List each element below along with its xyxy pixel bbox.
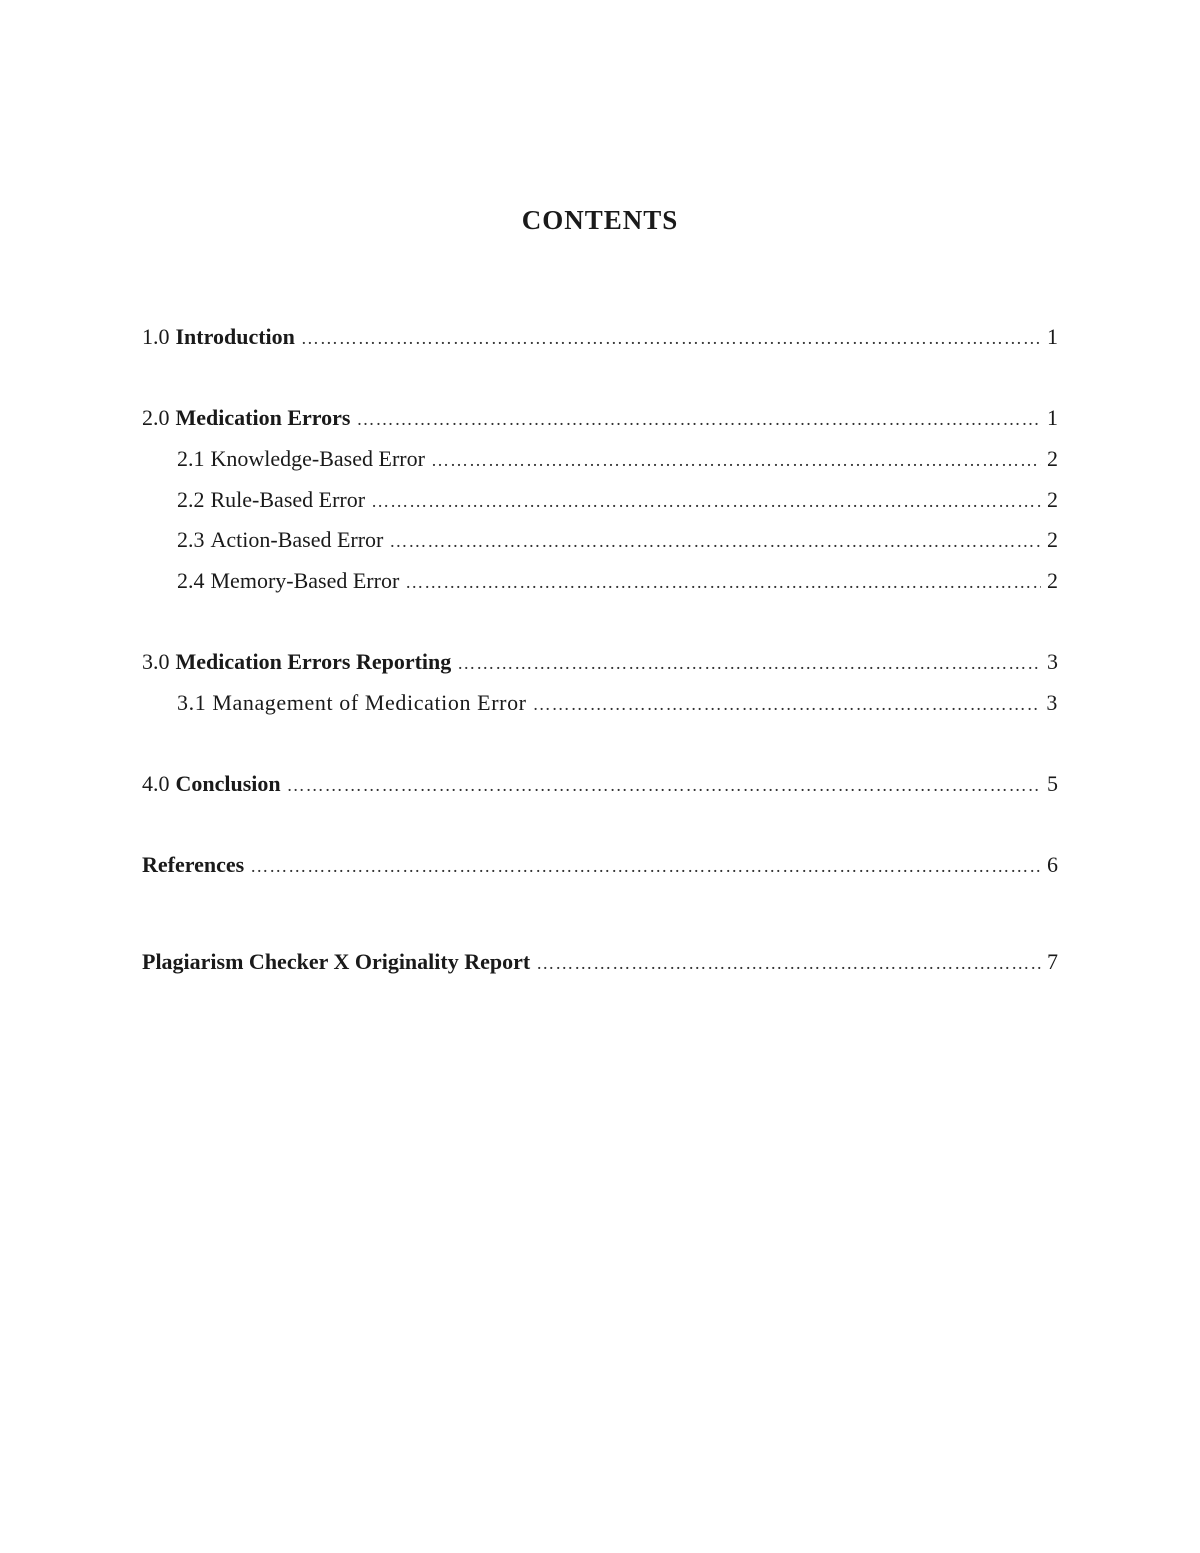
toc-entry-label: Memory-Based Error	[210, 568, 400, 593]
toc-entry-conclusion[interactable]	[142, 768, 1058, 800]
dot-leader	[371, 485, 1041, 516]
toc-entry-number: 2.2	[177, 487, 205, 512]
toc-entry-number: 3.1	[177, 690, 207, 715]
dot-leader	[287, 769, 1041, 800]
toc-entry-label: Action-Based Error	[210, 527, 384, 552]
dot-leader	[536, 947, 1041, 978]
toc-entry-label: Rule-Based Error	[210, 487, 366, 512]
dot-leader	[389, 525, 1041, 556]
toc-entry-page: 7	[1047, 949, 1058, 974]
toc-entry-page: 2	[1047, 568, 1058, 593]
toc-entry-label: Medication Errors Reporting	[175, 649, 452, 674]
dot-leader	[405, 566, 1041, 597]
toc-entry-references[interactable]	[142, 849, 1058, 881]
toc-entry-introduction[interactable]	[142, 321, 1058, 353]
dot-leader	[301, 322, 1041, 353]
dot-leader	[356, 403, 1041, 434]
toc-entry-memory-based-error[interactable]	[177, 565, 1058, 597]
toc-entry-label: Medication Errors	[175, 405, 351, 430]
toc-entry-page: 3	[1046, 690, 1058, 715]
toc-entry-management-of-medication-error[interactable]	[177, 687, 1058, 719]
toc-entry-number: 4.0	[142, 771, 170, 796]
toc-entry-label: Conclusion	[175, 771, 281, 796]
toc-entry-page: 2	[1047, 446, 1058, 471]
toc-entry-number: 1.0	[142, 324, 170, 349]
toc-entry-label: Plagiarism Checker X Originality Report	[142, 949, 531, 974]
toc-entry-number: 2.4	[177, 568, 205, 593]
toc-entry-label: Knowledge-Based Error	[210, 446, 425, 471]
toc-entry-rule-based-error[interactable]	[177, 484, 1058, 516]
toc-entry-label: References	[142, 852, 245, 877]
dot-leader	[457, 647, 1041, 678]
toc-entry-label: Management of Medication Error	[212, 690, 527, 715]
toc-entry-page: 3	[1047, 649, 1058, 674]
toc-entry-page: 2	[1047, 527, 1058, 552]
toc-entry-action-based-error[interactable]	[177, 524, 1058, 556]
toc-entry-number: 2.1	[177, 446, 205, 471]
toc-entry-number: 2.0	[142, 405, 170, 430]
toc-entry-label: Introduction	[175, 324, 295, 349]
toc-entry-page: 5	[1047, 771, 1058, 796]
toc-entry-number: 2.3	[177, 527, 205, 552]
toc-entry-medication-errors-reporting[interactable]	[142, 646, 1058, 678]
dot-leader	[250, 850, 1041, 881]
toc-entry-knowledge-based-error[interactable]	[177, 443, 1058, 475]
toc-entry-number: 3.0	[142, 649, 170, 674]
toc-entry-plagiarism-report[interactable]	[142, 946, 1058, 978]
page-title: CONTENTS	[521, 205, 679, 235]
toc-entry-page: 1	[1047, 405, 1058, 430]
toc-entry-page: 6	[1047, 852, 1058, 877]
toc-entry-page: 1	[1047, 324, 1058, 349]
dot-leader	[431, 444, 1041, 475]
toc-entry-medication-errors[interactable]	[142, 402, 1058, 434]
dot-leader	[533, 688, 1041, 719]
toc-entry-page: 2	[1047, 487, 1058, 512]
